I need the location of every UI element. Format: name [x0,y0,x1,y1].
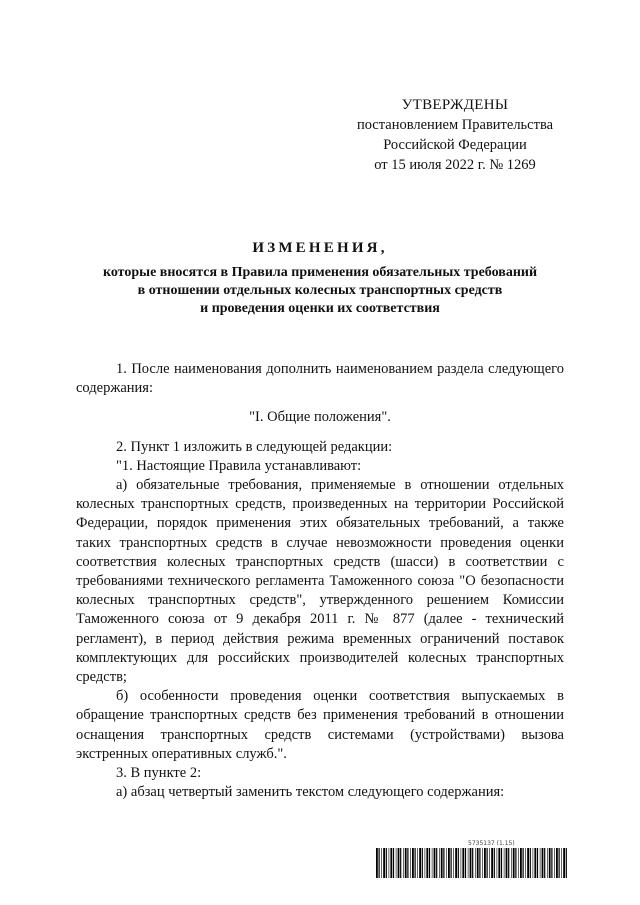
barcode-icon [376,848,568,878]
document-code: 5735137 (1.15) [468,840,515,847]
paragraph-3: 3. В пункте 2: [116,765,202,782]
subtitle-line: в отношении отдельных колесных транспортных средств [137,283,503,298]
subtitle-line: и проведения оценки их соответствия [200,301,440,316]
paragraph-3-item-a: а) абзац четвертый заменить текстом следующего содержания: [116,784,505,801]
subtitle-line: которые вносятся в Правила применения обязательных требований [102,265,538,280]
document-title: ИЗМЕНЕНИЯ, [252,240,388,256]
paragraph-2-item-b: б) особенности проведения оценки соответствия выпускаемых в обращение транспортных средств без применения требований в отношении оснащения транспортных средств системами (устройствами) вызова экстренных оперативных служб.". [76,688,564,762]
document-body [76,360,564,802]
approval-line-2: Российской Федерации [383,137,527,153]
approval-heading: УТВЕРЖДЕНЫ [401,97,509,113]
approval-line-1: постановлением Правительства [356,117,554,133]
paragraph-1: 1. После наименования дополнить наименованием раздела следующего содержания: [76,361,564,397]
paragraph-2-intro: "1. Настоящие Правила устанавливают: [116,457,362,474]
paragraph-2-item-a: а) обязательные требования, применяемые в отношении отдельных колесных транспортных средств, произведенных на территории Российской Федерации, порядок применения этих обязательных требований, а также таких транспортных средств в случае невозможности проведения оценки соответствия колесных транспортных средств (шасси) в соответствии с требованиями технического регламента Таможенного союза "О безопасности колесных транспортных средств", утвержденного решением Комиссии Таможенного союза от 9 декабря 2011 г. № 877 (далее - технический регламент), в период действия режима временных ограничений поставок комплектующих для российских производителей колесных транспортных средств; [76,477,564,686]
section-heading-quote: "I. Общие положения". [249,409,391,426]
approval-block [340,95,570,175]
approval-line-3: от 15 июля 2022 г. № 1269 [374,157,536,173]
paragraph-2: 2. Пункт 1 изложить в следующей редакции: [116,438,393,455]
document-subtitle [60,264,580,318]
